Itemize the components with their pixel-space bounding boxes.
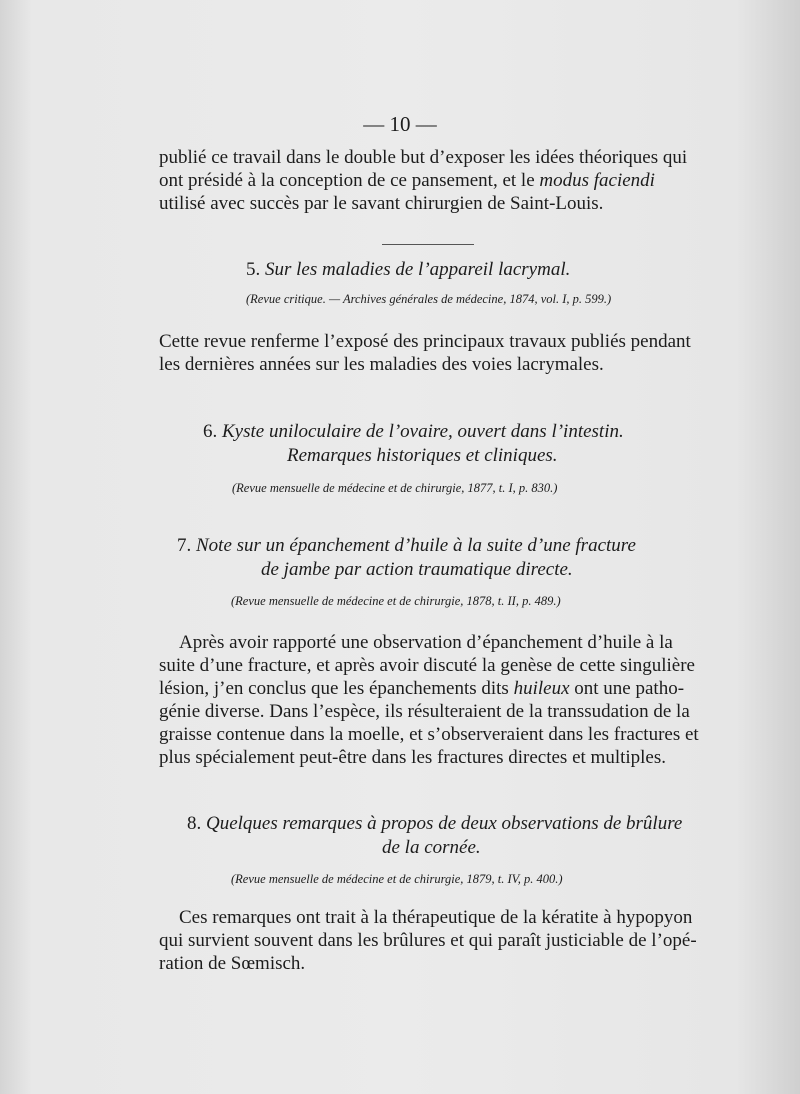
entry-6-citation: (Revue mensuelle de médecine et de chirurgie, 1877, t. I, p. 830.) [232, 481, 558, 495]
entry-5-title-line-1: Sur les maladies de l’appareil lacrymal. [265, 259, 571, 280]
entry-8-summary-line-3: ration de Sœmisch. [159, 953, 306, 974]
entry-5-number: 5. [246, 259, 261, 280]
entry-8-summary-line-2: qui survient souvent dans les brûlures et qui paraît justiciable de l’opé- [159, 930, 697, 951]
intro-line-2-text: ont présidé à la conception de ce pansement, et le [159, 170, 540, 191]
intro-line-3: utilisé avec succès par le savant chirurgien de Saint-Louis. [159, 193, 604, 214]
entry-7-summary-italic-word: huileux [513, 678, 570, 699]
entry-7-summary-line-1: Après avoir rapporté une observation d’épanchement d’huile à la [179, 632, 673, 653]
entry-6-number: 6. [203, 421, 218, 442]
entry-7-summary-line-3a: lésion, j’en conclus que les épanchements dits [159, 678, 514, 699]
entry-7-summary-line-5: graisse contenue dans la moelle, et s’observeraient dans les fractures et [159, 724, 699, 745]
entry-7-summary-line-6: plus spécialement peut-être dans les fractures directes et multiples. [159, 747, 667, 768]
entry-8-title-line-1: Quelques remarques à propos de deux observations de brûlure [206, 813, 683, 834]
intro-latin-phrase: modus faciendi [539, 170, 655, 191]
page-number: — 10 — [363, 112, 437, 136]
entry-5-summary [159, 330, 699, 376]
entry-7-citation: (Revue mensuelle de médecine et de chirurgie, 1878, t. II, p. 489.) [231, 594, 561, 608]
entry-7-summary-line-3c: ont une patho- [569, 678, 685, 699]
entry-6-title [203, 420, 624, 443]
entry-8-number: 8. [187, 813, 202, 834]
entry-7-title-line-1: Note sur un épanchement d’huile à la suite d’une fracture [196, 535, 636, 556]
entry-5-title [246, 258, 570, 281]
section-divider [382, 244, 474, 245]
entry-6-title-line-1: Kyste uniloculaire de l’ovaire, ouvert dans l’intestin. [222, 421, 624, 442]
entry-7-summary-line-3 [159, 677, 699, 700]
intro-line-1: publié ce travail dans le double but d’exposer les idées théoriques qui [159, 147, 688, 168]
intro-paragraph [159, 146, 699, 215]
entry-7-summary [159, 631, 699, 769]
entry-8-title [187, 812, 682, 835]
entry-7-summary-line-4: génie diverse. Dans l’espèce, ils résulteraient de la transsudation de la [159, 701, 690, 722]
entry-5-summary-line-2: les dernières années sur les maladies des voies lacrymales. [159, 354, 604, 375]
entry-7-title-line-2: de jambe par action traumatique directe. [261, 559, 573, 580]
entry-8-title-line-2: de la cornée. [382, 837, 481, 858]
entry-7-number: 7. [177, 535, 192, 556]
entry-6-title-line-2: Remarques historiques et cliniques. [287, 445, 558, 466]
entry-7-summary-line-2: suite d’une fracture, et après avoir discuté la genèse de cette singulière [159, 655, 695, 676]
entry-5-citation: (Revue critique. — Archives générales de médecine, 1874, vol. I, p. 599.) [246, 292, 612, 306]
entry-8-citation: (Revue mensuelle de médecine et de chirurgie, 1879, t. IV, p. 400.) [231, 872, 563, 886]
entry-8-summary [159, 906, 699, 975]
entry-7-title [177, 534, 636, 557]
intro-line-2 [159, 169, 699, 192]
entry-5-summary-line-1: Cette revue renferme l’exposé des principaux travaux publiés pendant [159, 331, 691, 352]
entry-8-summary-line-1: Ces remarques ont trait à la thérapeutique de la kératite à hypopyon [179, 907, 693, 928]
